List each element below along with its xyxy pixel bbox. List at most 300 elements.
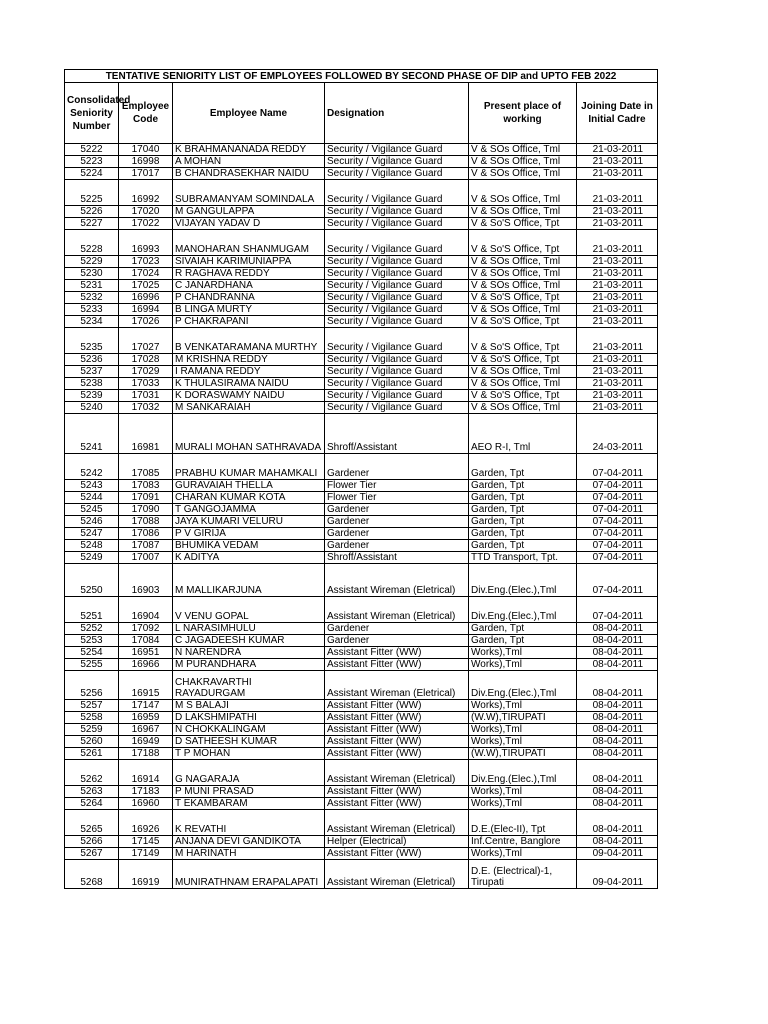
employee-name-cell: N CHOKKALINGAM: [173, 724, 325, 736]
employee-name-cell: T P MOHAN: [173, 748, 325, 760]
designation-cell: Assistant Fitter (WW): [325, 786, 469, 798]
joining-date-cell: 07-04-2011: [577, 480, 658, 492]
table-row: [65, 748, 658, 760]
joining-date-cell: 21-03-2011: [577, 304, 658, 316]
table-row: [65, 280, 658, 292]
place-cell: V & So'S Office, Tpt: [469, 218, 577, 230]
employee-code-cell: 16981: [119, 414, 173, 454]
table-row: [65, 564, 658, 597]
employee-code-cell: 17083: [119, 480, 173, 492]
employee-code-cell: 17149: [119, 848, 173, 860]
employee-name-cell: B LINGA MURTY: [173, 304, 325, 316]
place-cell: AEO R-I, Tml: [469, 414, 577, 454]
employee-code-cell: 17031: [119, 390, 173, 402]
seniority-cell: 5244: [65, 492, 119, 504]
joining-date-cell: 08-04-2011: [577, 736, 658, 748]
designation-cell: Security / Vigilance Guard: [325, 180, 469, 206]
seniority-cell: 5263: [65, 786, 119, 798]
seniority-cell: 5249: [65, 552, 119, 564]
joining-date-cell: 08-04-2011: [577, 635, 658, 647]
place-cell: (W.W),TIRUPATI: [469, 712, 577, 724]
seniority-cell: 5248: [65, 540, 119, 552]
table-row: [65, 328, 658, 354]
header-seniority: Consolidated Seniority Number: [65, 83, 119, 144]
designation-cell: Assistant Fitter (WW): [325, 848, 469, 860]
place-cell: Works),Tml: [469, 786, 577, 798]
employee-code-cell: 17007: [119, 552, 173, 564]
joining-date-cell: 09-04-2011: [577, 848, 658, 860]
employee-name-cell: SUBRAMANYAM SOMINDALA: [173, 180, 325, 206]
place-cell: V & So'S Office, Tpt: [469, 354, 577, 366]
employee-code-cell: 16996: [119, 292, 173, 304]
header-present-place: Present place of working: [469, 83, 577, 144]
employee-name-cell: GURAVAIAH THELLA: [173, 480, 325, 492]
seniority-cell: 5260: [65, 736, 119, 748]
employee-code-cell: 17092: [119, 623, 173, 635]
joining-date-cell: 08-04-2011: [577, 659, 658, 671]
place-cell: Div.Eng.(Elec.),Tml: [469, 760, 577, 786]
seniority-cell: 5254: [65, 647, 119, 659]
designation-cell: Gardener: [325, 516, 469, 528]
employee-name-cell: M KRISHNA REDDY: [173, 354, 325, 366]
place-cell: (W.W),TIRUPATI: [469, 748, 577, 760]
joining-date-cell: 07-04-2011: [577, 564, 658, 597]
place-cell: V & SOs Office, Tml: [469, 206, 577, 218]
table-row: [65, 366, 658, 378]
place-cell: V & SOs Office, Tml: [469, 156, 577, 168]
employee-code-cell: 16993: [119, 230, 173, 256]
employee-name-cell: V VENU GOPAL: [173, 597, 325, 623]
designation-cell: Assistant Wireman (Eletrical): [325, 810, 469, 836]
employee-code-cell: 17027: [119, 328, 173, 354]
joining-date-cell: 21-03-2011: [577, 168, 658, 180]
employee-name-cell: A MOHAN: [173, 156, 325, 168]
employee-name-cell: G NAGARAJA: [173, 760, 325, 786]
seniority-cell: 5235: [65, 328, 119, 354]
table-row: [65, 354, 658, 366]
joining-date-cell: 21-03-2011: [577, 256, 658, 268]
designation-cell: Security / Vigilance Guard: [325, 230, 469, 256]
table-row: [65, 528, 658, 540]
designation-cell: Assistant Wireman (Eletrical): [325, 760, 469, 786]
place-cell: V & SOs Office, Tml: [469, 304, 577, 316]
employee-name-cell: B VENKATARAMANA MURTHY: [173, 328, 325, 354]
table-row: [65, 712, 658, 724]
employee-code-cell: 16994: [119, 304, 173, 316]
place-cell: V & SOs Office, Tml: [469, 256, 577, 268]
employee-code-cell: 16992: [119, 180, 173, 206]
seniority-cell: 5241: [65, 414, 119, 454]
header-designation: Designation: [325, 83, 469, 144]
designation-cell: Security / Vigilance Guard: [325, 280, 469, 292]
place-cell: Div.Eng.(Elec.),Tml: [469, 671, 577, 700]
employee-code-cell: 16904: [119, 597, 173, 623]
joining-date-cell: 08-04-2011: [577, 671, 658, 700]
employee-name-cell: K REVATHI: [173, 810, 325, 836]
place-cell: V & So'S Office, Tpt: [469, 316, 577, 328]
employee-name-cell: CHARAN KUMAR KOTA: [173, 492, 325, 504]
designation-cell: Security / Vigilance Guard: [325, 390, 469, 402]
employee-code-cell: 16960: [119, 798, 173, 810]
place-cell: Garden, Tpt: [469, 504, 577, 516]
table-row: [65, 623, 658, 635]
place-cell: Garden, Tpt: [469, 623, 577, 635]
seniority-cell: 5253: [65, 635, 119, 647]
designation-cell: Security / Vigilance Guard: [325, 316, 469, 328]
place-cell: Garden, Tpt: [469, 454, 577, 480]
joining-date-cell: 21-03-2011: [577, 156, 658, 168]
employee-code-cell: 17090: [119, 504, 173, 516]
employee-code-cell: 16966: [119, 659, 173, 671]
seniority-cell: 5225: [65, 180, 119, 206]
seniority-cell: 5245: [65, 504, 119, 516]
designation-cell: Security / Vigilance Guard: [325, 256, 469, 268]
employee-name-cell: C JAGADEESH KUMAR: [173, 635, 325, 647]
employee-code-cell: 16959: [119, 712, 173, 724]
designation-cell: Assistant Fitter (WW): [325, 724, 469, 736]
header-employee-name: Employee Name: [173, 83, 325, 144]
employee-code-cell: 17026: [119, 316, 173, 328]
employee-code-cell: 17017: [119, 168, 173, 180]
employee-name-cell: SIVAIAH KARIMUNIAPPA: [173, 256, 325, 268]
table-row: [65, 268, 658, 280]
seniority-cell: 5224: [65, 168, 119, 180]
designation-cell: Assistant Wireman (Eletrical): [325, 671, 469, 700]
seniority-cell: 5230: [65, 268, 119, 280]
employee-code-cell: 16967: [119, 724, 173, 736]
place-cell: Inf.Centre, Banglore: [469, 836, 577, 848]
employee-code-cell: 16914: [119, 760, 173, 786]
employee-code-cell: 17023: [119, 256, 173, 268]
employee-code-cell: 17147: [119, 700, 173, 712]
header-joining-date: Joining Date in Initial Cadre: [577, 83, 658, 144]
designation-cell: Security / Vigilance Guard: [325, 156, 469, 168]
joining-date-cell: 07-04-2011: [577, 528, 658, 540]
designation-cell: Assistant Wireman (Eletrical): [325, 597, 469, 623]
designation-cell: Security / Vigilance Guard: [325, 218, 469, 230]
employee-name-cell: P MUNI PRASAD: [173, 786, 325, 798]
employee-code-cell: 17086: [119, 528, 173, 540]
joining-date-cell: 08-04-2011: [577, 647, 658, 659]
table-row: [65, 786, 658, 798]
seniority-cell: 5227: [65, 218, 119, 230]
seniority-cell: 5232: [65, 292, 119, 304]
joining-date-cell: 21-03-2011: [577, 390, 658, 402]
employee-code-cell: 17033: [119, 378, 173, 390]
place-cell: Works),Tml: [469, 736, 577, 748]
joining-date-cell: 21-03-2011: [577, 328, 658, 354]
seniority-cell: 5229: [65, 256, 119, 268]
employee-name-cell: D SATHEESH KUMAR: [173, 736, 325, 748]
joining-date-cell: 08-04-2011: [577, 748, 658, 760]
table-row: [65, 836, 658, 848]
seniority-cell: 5250: [65, 564, 119, 597]
designation-cell: Gardener: [325, 504, 469, 516]
joining-date-cell: 07-04-2011: [577, 454, 658, 480]
header-row: [65, 83, 658, 144]
joining-date-cell: 21-03-2011: [577, 366, 658, 378]
table-row: [65, 540, 658, 552]
employee-name-cell: M GANGULAPPA: [173, 206, 325, 218]
joining-date-cell: 21-03-2011: [577, 268, 658, 280]
seniority-cell: 5233: [65, 304, 119, 316]
designation-cell: Gardener: [325, 623, 469, 635]
employee-name-cell: M S BALAJI: [173, 700, 325, 712]
joining-date-cell: 08-04-2011: [577, 712, 658, 724]
joining-date-cell: 21-03-2011: [577, 230, 658, 256]
seniority-cell: 5239: [65, 390, 119, 402]
joining-date-cell: 09-04-2011: [577, 860, 658, 889]
employee-name-cell: T GANGOJAMMA: [173, 504, 325, 516]
seniority-cell: 5223: [65, 156, 119, 168]
place-cell: V & SOs Office, Tml: [469, 378, 577, 390]
table-row: [65, 552, 658, 564]
table-row: [65, 810, 658, 836]
table-row: [65, 414, 658, 454]
seniority-cell: 5257: [65, 700, 119, 712]
place-cell: D.E. (Electrical)-1, Tirupati: [469, 860, 577, 889]
employee-name-cell: VIJAYAN YADAV D: [173, 218, 325, 230]
place-cell: Works),Tml: [469, 647, 577, 659]
seniority-cell: 5231: [65, 280, 119, 292]
employee-name-cell: M MALLIKARJUNA: [173, 564, 325, 597]
place-cell: V & So'S Office, Tpt: [469, 230, 577, 256]
designation-cell: Assistant Fitter (WW): [325, 748, 469, 760]
designation-cell: Assistant Fitter (WW): [325, 700, 469, 712]
place-cell: D.E.(Elec-II), Tpt: [469, 810, 577, 836]
place-cell: Garden, Tpt: [469, 540, 577, 552]
designation-cell: Shroff/Assistant: [325, 414, 469, 454]
seniority-cell: 5228: [65, 230, 119, 256]
table-row: [65, 304, 658, 316]
employee-code-cell: 16998: [119, 156, 173, 168]
designation-cell: Security / Vigilance Guard: [325, 206, 469, 218]
joining-date-cell: 07-04-2011: [577, 504, 658, 516]
place-cell: Works),Tml: [469, 798, 577, 810]
seniority-cell: 5258: [65, 712, 119, 724]
table-row: [65, 848, 658, 860]
table-row: [65, 724, 658, 736]
table-row: [65, 492, 658, 504]
seniority-cell: 5237: [65, 366, 119, 378]
table-row: [65, 256, 658, 268]
seniority-cell: 5222: [65, 144, 119, 156]
seniority-cell: 5243: [65, 480, 119, 492]
joining-date-cell: 21-03-2011: [577, 354, 658, 366]
employee-name-cell: R RAGHAVA REDDY: [173, 268, 325, 280]
seniority-cell: 5246: [65, 516, 119, 528]
designation-cell: Gardener: [325, 454, 469, 480]
employee-name-cell: M PURANDHARA: [173, 659, 325, 671]
employee-name-cell: P CHAKRAPANI: [173, 316, 325, 328]
table-row: [65, 635, 658, 647]
joining-date-cell: 07-04-2011: [577, 552, 658, 564]
designation-cell: Flower Tier: [325, 480, 469, 492]
designation-cell: Assistant Fitter (WW): [325, 712, 469, 724]
designation-cell: Flower Tier: [325, 492, 469, 504]
seniority-table: [64, 69, 658, 889]
designation-cell: Helper (Electrical): [325, 836, 469, 848]
employee-name-cell: T EKAMBARAM: [173, 798, 325, 810]
employee-code-cell: 17028: [119, 354, 173, 366]
employee-code-cell: 17024: [119, 268, 173, 280]
table-row: [65, 402, 658, 414]
employee-name-cell: K BRAHMANANADA REDDY: [173, 144, 325, 156]
employee-code-cell: 16926: [119, 810, 173, 836]
employee-name-cell: P V GIRIJA: [173, 528, 325, 540]
place-cell: V & So'S Office, Tpt: [469, 292, 577, 304]
joining-date-cell: 07-04-2011: [577, 516, 658, 528]
seniority-cell: 5247: [65, 528, 119, 540]
table-row: [65, 180, 658, 206]
joining-date-cell: 21-03-2011: [577, 206, 658, 218]
designation-cell: Gardener: [325, 528, 469, 540]
employee-code-cell: 16951: [119, 647, 173, 659]
table-row: [65, 516, 658, 528]
place-cell: Div.Eng.(Elec.),Tml: [469, 597, 577, 623]
employee-code-cell: 17088: [119, 516, 173, 528]
seniority-cell: 5255: [65, 659, 119, 671]
document-title: TENTATIVE SENIORITY LIST OF EMPLOYEES FOLLOWED BY SECOND PHASE OF DIP and UPTO FEB 2022: [65, 70, 658, 83]
joining-date-cell: 08-04-2011: [577, 700, 658, 712]
joining-date-cell: 21-03-2011: [577, 402, 658, 414]
employee-name-cell: MUNIRATHNAM ERAPALAPATI: [173, 860, 325, 889]
employee-name-cell: I RAMANA REDDY: [173, 366, 325, 378]
designation-cell: Security / Vigilance Guard: [325, 168, 469, 180]
employee-code-cell: 17025: [119, 280, 173, 292]
employee-name-cell: K DORASWAMY NAIDU: [173, 390, 325, 402]
table-row: [65, 659, 658, 671]
table-row: [65, 156, 658, 168]
table-row: [65, 760, 658, 786]
seniority-cell: 5264: [65, 798, 119, 810]
employee-name-cell: M SANKARAIAH: [173, 402, 325, 414]
place-cell: Works),Tml: [469, 700, 577, 712]
joining-date-cell: 07-04-2011: [577, 540, 658, 552]
employee-code-cell: 17040: [119, 144, 173, 156]
seniority-cell: 5268: [65, 860, 119, 889]
employee-name-cell: ANJANA DEVI GANDIKOTA: [173, 836, 325, 848]
place-cell: V & SOs Office, Tml: [469, 366, 577, 378]
designation-cell: Gardener: [325, 635, 469, 647]
joining-date-cell: 07-04-2011: [577, 597, 658, 623]
joining-date-cell: 21-03-2011: [577, 292, 658, 304]
employee-name-cell: PRABHU KUMAR MAHAMKALI: [173, 454, 325, 480]
joining-date-cell: 08-04-2011: [577, 798, 658, 810]
table-row: [65, 798, 658, 810]
table-row: [65, 454, 658, 480]
designation-cell: Assistant Wireman (Eletrical): [325, 564, 469, 597]
place-cell: V & SOs Office, Tml: [469, 144, 577, 156]
designation-cell: Security / Vigilance Guard: [325, 366, 469, 378]
employee-name-cell: N NARENDRA: [173, 647, 325, 659]
employee-code-cell: 17084: [119, 635, 173, 647]
table-body: [65, 144, 658, 889]
employee-name-cell: CHAKRAVARTHI RAYADURGAM: [173, 671, 325, 700]
seniority-cell: 5240: [65, 402, 119, 414]
table-row: [65, 218, 658, 230]
seniority-cell: 5238: [65, 378, 119, 390]
place-cell: Garden, Tpt: [469, 516, 577, 528]
place-cell: V & SOs Office, Tml: [469, 268, 577, 280]
place-cell: V & SOs Office, Tml: [469, 180, 577, 206]
seniority-list-page: [64, 69, 657, 889]
employee-name-cell: D LAKSHMIPATHI: [173, 712, 325, 724]
header-employee-code: Employee Code: [119, 83, 173, 144]
table-row: [65, 316, 658, 328]
employee-name-cell: C JANARDHANA: [173, 280, 325, 292]
seniority-cell: 5226: [65, 206, 119, 218]
joining-date-cell: 08-04-2011: [577, 786, 658, 798]
employee-code-cell: 17087: [119, 540, 173, 552]
seniority-cell: 5236: [65, 354, 119, 366]
designation-cell: Shroff/Assistant: [325, 552, 469, 564]
place-cell: Garden, Tpt: [469, 528, 577, 540]
joining-date-cell: 21-03-2011: [577, 218, 658, 230]
place-cell: Works),Tml: [469, 659, 577, 671]
designation-cell: Assistant Fitter (WW): [325, 659, 469, 671]
employee-name-cell: JAYA KUMARI VELURU: [173, 516, 325, 528]
place-cell: V & SOs Office, Tml: [469, 168, 577, 180]
joining-date-cell: 21-03-2011: [577, 316, 658, 328]
employee-code-cell: 16915: [119, 671, 173, 700]
designation-cell: Security / Vigilance Guard: [325, 328, 469, 354]
joining-date-cell: 21-03-2011: [577, 180, 658, 206]
table-row: [65, 597, 658, 623]
employee-name-cell: MANOHARAN SHANMUGAM: [173, 230, 325, 256]
employee-name-cell: K ADITYA: [173, 552, 325, 564]
employee-name-cell: BHUMIKA VEDAM: [173, 540, 325, 552]
joining-date-cell: 08-04-2011: [577, 810, 658, 836]
employee-code-cell: 17183: [119, 786, 173, 798]
place-cell: Garden, Tpt: [469, 635, 577, 647]
seniority-cell: 5234: [65, 316, 119, 328]
employee-code-cell: 17029: [119, 366, 173, 378]
table-row: [65, 378, 658, 390]
table-row: [65, 230, 658, 256]
table-row: [65, 860, 658, 889]
employee-code-cell: 16903: [119, 564, 173, 597]
place-cell: V & So'S Office, Tpt: [469, 328, 577, 354]
employee-name-cell: P CHANDRANNA: [173, 292, 325, 304]
employee-code-cell: 17020: [119, 206, 173, 218]
seniority-cell: 5261: [65, 748, 119, 760]
joining-date-cell: 21-03-2011: [577, 144, 658, 156]
designation-cell: Security / Vigilance Guard: [325, 268, 469, 280]
table-row: [65, 390, 658, 402]
table-row: [65, 671, 658, 700]
designation-cell: Security / Vigilance Guard: [325, 292, 469, 304]
place-cell: Works),Tml: [469, 848, 577, 860]
employee-code-cell: 17085: [119, 454, 173, 480]
place-cell: Works),Tml: [469, 724, 577, 736]
designation-cell: Assistant Fitter (WW): [325, 736, 469, 748]
seniority-cell: 5262: [65, 760, 119, 786]
seniority-cell: 5242: [65, 454, 119, 480]
table-row: [65, 647, 658, 659]
seniority-cell: 5267: [65, 848, 119, 860]
table-row: [65, 206, 658, 218]
joining-date-cell: 07-04-2011: [577, 492, 658, 504]
designation-cell: Assistant Fitter (WW): [325, 647, 469, 659]
joining-date-cell: 08-04-2011: [577, 760, 658, 786]
employee-name-cell: B CHANDRASEKHAR NAIDU: [173, 168, 325, 180]
joining-date-cell: 24-03-2011: [577, 414, 658, 454]
designation-cell: Gardener: [325, 540, 469, 552]
employee-name-cell: MURALI MOHAN SATHRAVADA: [173, 414, 325, 454]
designation-cell: Security / Vigilance Guard: [325, 378, 469, 390]
place-cell: V & SOs Office, Tml: [469, 280, 577, 292]
